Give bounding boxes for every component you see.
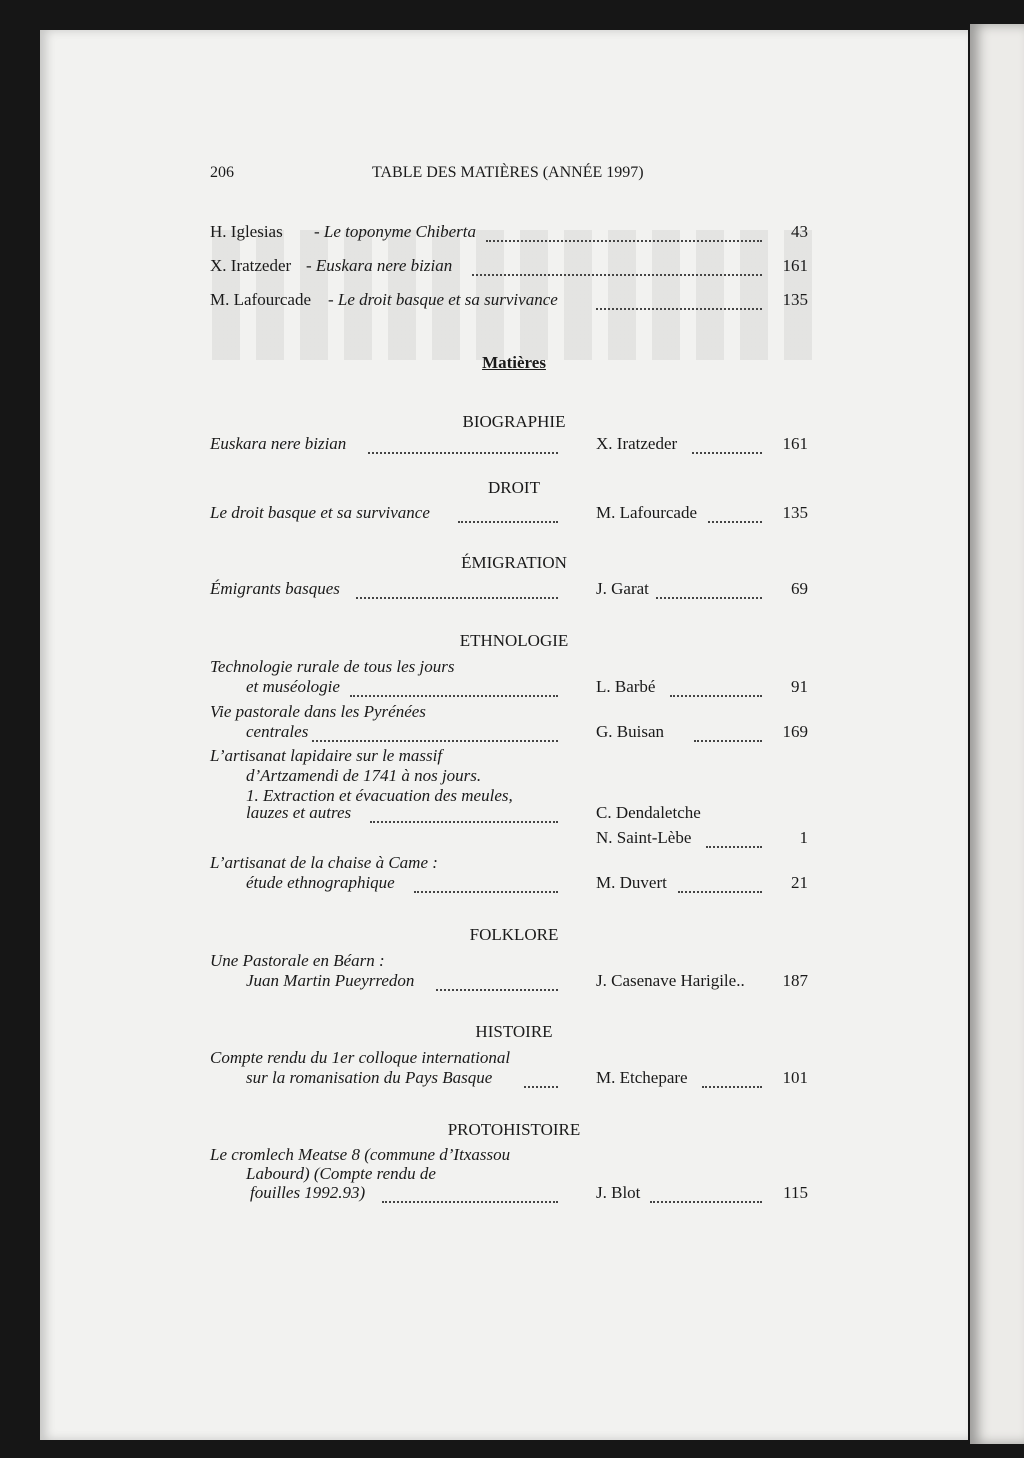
entry-title: Euskara nere bizian bbox=[315, 256, 453, 275]
entry-title: d’Artzamendi de 1741 à nos jours. bbox=[246, 766, 482, 785]
entry-author: N. Saint-Lèbe bbox=[596, 828, 692, 847]
subject-entry bbox=[210, 434, 810, 458]
facing-page-edge bbox=[970, 24, 1024, 1444]
subject-entry bbox=[210, 803, 810, 827]
entry-title: centrales bbox=[246, 722, 309, 741]
entry-title: 1. Extraction et évacuation des meules, bbox=[246, 786, 513, 805]
entry-title: Euskara nere bizian bbox=[210, 434, 347, 453]
category-heading: ETHNOLOGIE bbox=[459, 631, 569, 650]
entry-author: G. Buisan bbox=[596, 722, 664, 741]
entry-page: 161 bbox=[782, 256, 808, 275]
entry-title: Compte rendu du 1er colloque international bbox=[210, 1048, 511, 1067]
subject-entry bbox=[210, 579, 810, 603]
subject-entry bbox=[210, 677, 810, 701]
entry-page: 187 bbox=[782, 971, 808, 990]
author-entry: M. Lafourcade - Le droit basque et sa survivance 135 bbox=[210, 290, 808, 309]
subject-entry bbox=[210, 1183, 810, 1207]
entry-title: L’artisanat lapidaire sur le massif bbox=[210, 746, 443, 765]
entry-title: Une Pastorale en Béarn : bbox=[210, 951, 385, 970]
author-entry: X. Iratzeder - Euskara nere bizian 161 bbox=[210, 256, 808, 275]
subject-entry bbox=[210, 722, 810, 746]
category-heading: BIOGRAPHIE bbox=[462, 412, 566, 431]
entry-author: X. Iratzeder bbox=[210, 256, 292, 275]
subject-entry bbox=[210, 503, 810, 527]
entry-page: 91 bbox=[791, 677, 808, 696]
entry-title: sur la romanisation du Pays Basque bbox=[246, 1068, 493, 1087]
entry-page: 101 bbox=[782, 1068, 808, 1087]
entry-page: 115 bbox=[783, 1183, 808, 1202]
section-title: Matières bbox=[482, 353, 546, 372]
entry-title: Vie pastorale dans les Pyrénées bbox=[210, 702, 426, 721]
entry-page: 161 bbox=[782, 434, 808, 453]
category-heading: ÉMIGRATION bbox=[461, 553, 567, 572]
entry-author: M. Lafourcade bbox=[596, 503, 698, 522]
entry-author: C. Dendaletche bbox=[596, 803, 701, 822]
entry-title: L’artisanat de la chaise à Came : bbox=[210, 853, 438, 872]
subject-entry bbox=[210, 971, 810, 995]
entry-title: Le cromlech Meatse 8 (commune d’Itxassou bbox=[210, 1145, 511, 1164]
entry-title: Technologie rurale de tous les jours bbox=[210, 657, 455, 676]
entry-author: L. Barbé bbox=[596, 677, 656, 696]
author-entry: H. Iglesias - Le toponyme Chiberta 43 bbox=[210, 222, 808, 241]
category-heading: DROIT bbox=[488, 478, 540, 497]
subject-entry bbox=[210, 1068, 810, 1092]
subject-entry bbox=[210, 873, 810, 897]
entry-page: 21 bbox=[791, 873, 808, 892]
subject-entry bbox=[210, 828, 810, 852]
entry-page: 69 bbox=[791, 579, 808, 598]
entry-page: 135 bbox=[782, 290, 808, 309]
entry-title: Le droit basque et sa survivance bbox=[337, 290, 558, 309]
entry-page: 43 bbox=[791, 222, 808, 241]
entry-title: Le droit basque et sa survivance bbox=[210, 503, 430, 522]
entry-title: étude ethnographique bbox=[246, 873, 395, 892]
entry-page: 1 bbox=[799, 828, 808, 847]
entry-title: Le toponyme Chiberta bbox=[323, 222, 476, 241]
entry-title: Émigrants basques bbox=[210, 579, 340, 598]
entry-page: 169 bbox=[782, 722, 808, 741]
category-heading: PROTOHISTOIRE bbox=[447, 1120, 581, 1139]
entry-page: 135 bbox=[782, 503, 808, 522]
entry-author: J. Casenave Harigile.. bbox=[596, 971, 745, 990]
entry-author: M. Duvert bbox=[596, 873, 667, 892]
entry-title: lauzes et autres bbox=[246, 803, 352, 822]
entry-title: et muséologie bbox=[246, 677, 340, 696]
category-heading: FOLKLORE bbox=[469, 925, 559, 944]
entry-author: M. Etchepare bbox=[596, 1068, 688, 1087]
running-title: TABLE DES MATIÈRES (ANNÉE 1997) bbox=[372, 164, 644, 181]
entry-title: Labourd) (Compte rendu de bbox=[246, 1164, 436, 1183]
entry-title: fouilles 1992.93) bbox=[250, 1183, 366, 1202]
category-heading: HISTOIRE bbox=[475, 1022, 553, 1041]
entry-author: M. Lafourcade bbox=[210, 290, 312, 309]
entry-title: Juan Martin Pueyrredon bbox=[246, 971, 415, 990]
entry-author: J. Garat bbox=[596, 579, 649, 598]
entry-author: J. Blot bbox=[596, 1183, 641, 1202]
page-number: 206 bbox=[210, 164, 234, 181]
entry-author: X. Iratzeder bbox=[596, 434, 678, 453]
entry-author: H. Iglesias bbox=[210, 222, 283, 241]
